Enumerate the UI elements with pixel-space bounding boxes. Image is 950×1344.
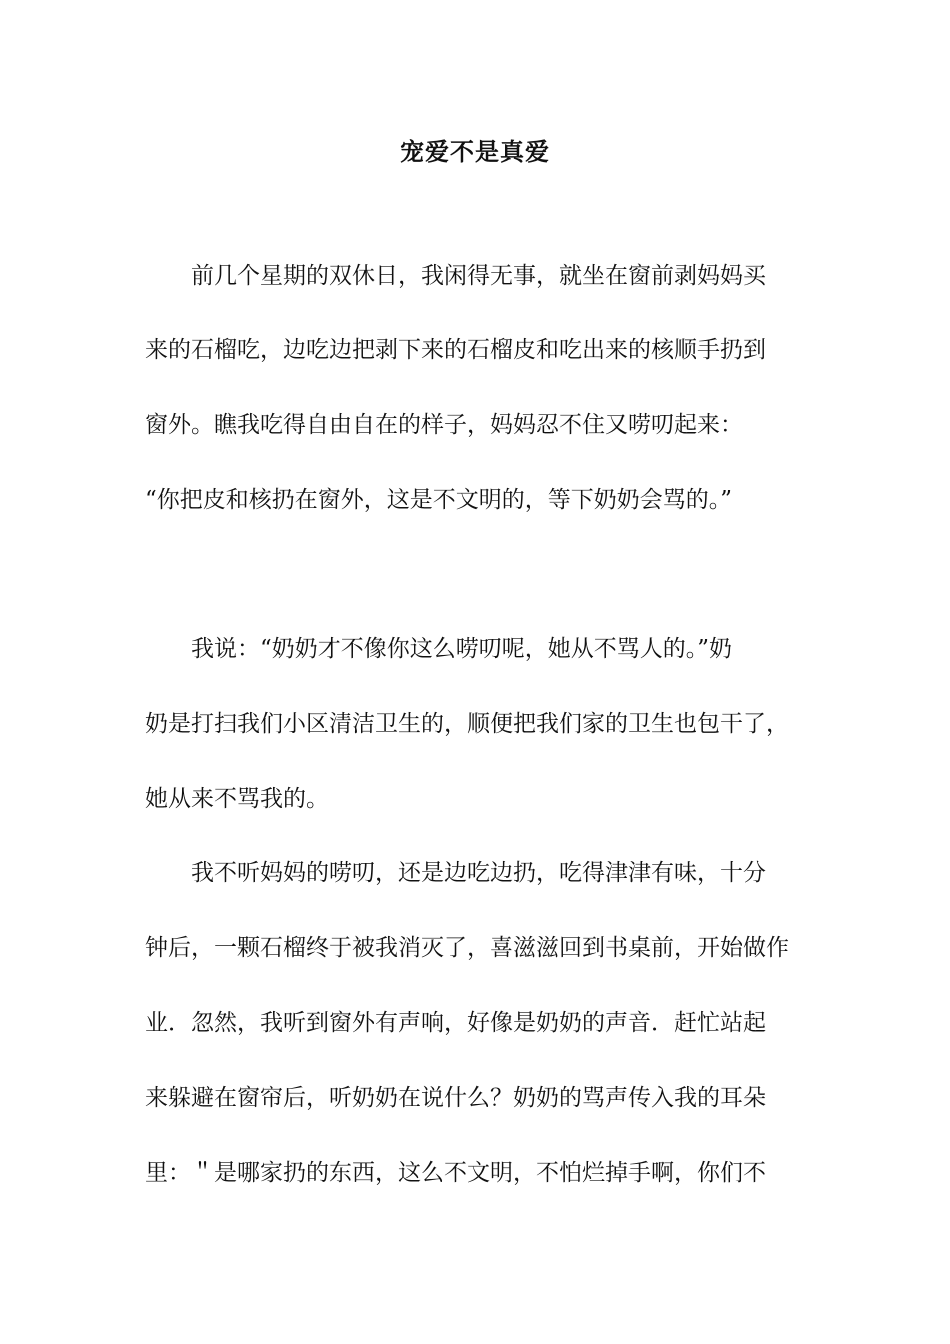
text-line-12: 里：＂是哪家扔的东西，这么不文明，不怕烂掉手啊，你们不: [145, 1160, 766, 1186]
text-line-10: 业．忽然，我听到窗外有声响，好像是奶奶的声音．赶忙站起: [145, 1010, 766, 1036]
text-line-6: 奶是打扫我们小区清洁卫生的，顺便把我们家的卫生也包干了，: [145, 711, 789, 737]
text-line-2: 来的石榴吃，边吃边把剥下来的石榴皮和吃出来的核顺手扔到: [145, 337, 766, 363]
text-line-5: 我说：“奶奶才不像你这么唠叨呢，她从不骂人的。”奶: [145, 636, 733, 662]
document-title: 宠爱不是真爱: [400, 137, 550, 166]
text-line-3: 窗外。瞧我吃得自由自在的样子，妈妈忍不住又唠叨起来：: [145, 412, 743, 438]
text-line-1: 前几个星期的双休日，我闲得无事，就坐在窗前剥妈妈买: [145, 263, 766, 289]
text-line-8: 我不听妈妈的唠叨，还是边吃边扔，吃得津津有味，十分: [145, 860, 766, 886]
text-line-11: 来躲避在窗帘后，听奶奶在说什么？奶奶的骂声传入我的耳朵: [145, 1085, 766, 1111]
text-line-4: “你把皮和核扔在窗外，这是不文明的，等下奶奶会骂的。”: [145, 487, 733, 513]
text-line-9: 钟后，一颗石榴终于被我消灭了，喜滋滋回到书桌前，开始做作: [145, 935, 789, 961]
text-line-7: 她从来不骂我的。: [145, 786, 329, 812]
